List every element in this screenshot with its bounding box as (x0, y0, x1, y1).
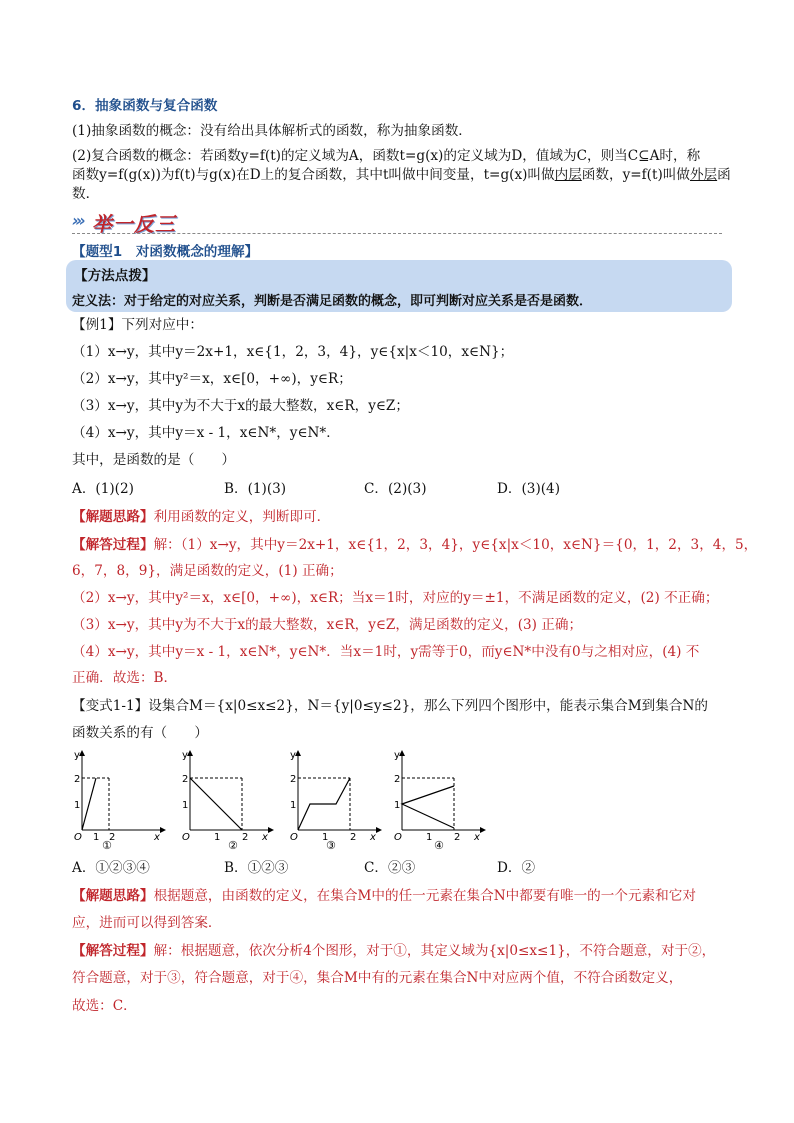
x-axis-label: x (370, 832, 376, 843)
y-axis-label: y (290, 750, 296, 761)
graph-3 (288, 748, 388, 853)
method-tip-title: 【方法点拨】 (74, 268, 156, 284)
variant-intro-line-2: 函数关系的有（ ） (72, 725, 208, 741)
process-text: 解：（1）x→y，其中y＝2x+1，x∈{1，2，3，4}，y∈{x|x＜10，x∈N}＝{0，1，2，3，4，5， (153, 537, 758, 553)
tick-x-2: 2 (242, 832, 249, 843)
tick-x-1: 1 (214, 832, 221, 843)
origin-label: O (74, 832, 82, 843)
x-axis-label: x (474, 832, 480, 843)
variant-process-line-2: 符合题意，对于③，符合题意，对于④，集合M中有的元素在集合N中对应两个值，不符合函数定义， (72, 970, 683, 986)
variant-intro-line-1: 【变式1-1】设集合M＝{x|0≤x≤2}，N＝{y|0≤y≤2}，那么下列四个图形中，能表示集合M到集合N的 (72, 698, 708, 714)
example-item-4: （4）x→y，其中y＝x - 1，x∈N*，y∈N*． (72, 425, 340, 441)
example-item-3: （3）x→y，其中y为不大于x的最大整数，x∈R，y∈Z； (72, 398, 409, 414)
idea-text: 根据题意，由函数的定义，在集合M中的任一元素在集合N中都要有唯一的一个元素和它对 (153, 888, 696, 904)
tick-x-2: 2 (109, 832, 116, 843)
tick-2: 2 (290, 774, 297, 785)
banner-arrows-icon: ››› (72, 211, 83, 230)
tick-1: 1 (74, 800, 81, 811)
graph-caption: ③ (326, 839, 336, 852)
example-item-2: （2）x→y，其中y²＝x，x∈[0，+∞)，y∈R； (72, 371, 352, 387)
option-b: B．(1)(3) (224, 481, 287, 497)
tick-1: 1 (394, 800, 401, 811)
banner-divider (72, 233, 722, 234)
tick-x-1: 1 (322, 832, 329, 843)
type-title: 【题型1 对函数概念的理解】 (72, 244, 259, 260)
origin-label: O (182, 832, 190, 843)
solution-idea (72, 508, 330, 526)
graph-caption: ① (102, 839, 112, 852)
option-d: D．(3)(4) (497, 481, 561, 497)
section-paragraph-2-line-1: (2)复合函数的概念：若函数y=f(t)的定义域为A，函数t=g(x)的定义域为D，值域为C，则当C⊆A时，称 (72, 148, 701, 164)
idea-tag: 【解题思路】 (72, 888, 154, 904)
variant-process-line-1 (72, 942, 715, 960)
x-axis-label: x (262, 832, 268, 843)
method-tip-box (66, 260, 732, 312)
graph-4 (392, 748, 492, 853)
graph-caption: ② (228, 839, 238, 852)
outer-layer-term: 外层 (689, 167, 718, 183)
graph-2 (180, 748, 280, 853)
graph-caption: ④ (434, 839, 444, 852)
y-axis-label: y (394, 750, 400, 761)
example-intro: 【例1】下列对应中： (72, 317, 203, 333)
section-paragraph-2-line-3: 数． (72, 186, 100, 202)
option-b: B．①②③ (224, 860, 289, 876)
example-question: 其中，是函数的是（ ） (72, 452, 236, 468)
inner-layer-term: 内层 (554, 167, 582, 183)
tick-1: 1 (290, 800, 297, 811)
tick-2: 2 (182, 774, 189, 785)
tick-x-2: 2 (350, 832, 357, 843)
text-run: 函数，y=f(t)叫做 (581, 167, 690, 183)
option-c: C．(2)(3) (364, 481, 427, 497)
solution-process-line-6: 正确．故选：B． (72, 670, 178, 686)
solution-process-line-4: （3）x→y，其中y为不大于x的最大整数，x∈R，y∈Z，满足函数的定义，(3) 正确； (72, 617, 583, 633)
text-run: 函数y=f(g(x))为f(t)与g(x)在D上的复合函数，其中t叫做中间变量，t=g(x)叫做 (72, 167, 555, 183)
section-paragraph-2-line-2 (72, 166, 731, 184)
solution-process-line-5: （4）x→y，其中y＝x - 1，x∈N*，y∈N*．当x＝1时，y需等于0，而y∈N*中没有0与之相对应，(4) 不 (72, 644, 700, 660)
origin-label: O (394, 832, 402, 843)
idea-text: 利用函数的定义，判断即可． (153, 509, 331, 525)
option-d: D．② (497, 860, 536, 876)
section-title: 6．抽象函数与复合函数 (72, 98, 218, 114)
process-tag: 【解答过程】 (72, 537, 154, 553)
origin-label: O (290, 832, 298, 843)
tick-x-1: 1 (426, 832, 433, 843)
tick-x-2: 2 (454, 832, 461, 843)
variant-options (72, 859, 712, 877)
graph-1 (72, 748, 172, 853)
variant-idea-line-2: 应，进而可以得到答案． (72, 915, 222, 931)
tick-2: 2 (394, 774, 401, 785)
text-run: 函 (717, 167, 731, 183)
function-graphs (72, 748, 492, 853)
variant-idea-line-1 (72, 887, 696, 905)
banner-title: 举一反三 (92, 212, 176, 236)
example-options (72, 480, 712, 498)
method-tip-text: 定义法：对于给定的对应关系，判断是否满足函数的概念，即可判断对应关系是否是函数． (72, 294, 593, 309)
tick-2: 2 (74, 774, 81, 785)
option-a: A．(1)(2) (72, 481, 134, 497)
option-a: A．①②③④ (72, 860, 150, 876)
variant-process-line-3: 故选：C． (72, 998, 137, 1014)
idea-tag: 【解题思路】 (72, 509, 154, 525)
option-c: C．②③ (364, 860, 416, 876)
y-axis-label: y (74, 750, 80, 761)
process-text: 解：根据题意，依次分析4个图形，对于①，其定义域为{x|0≤x≤1}，不符合题意，对于②， (153, 943, 716, 959)
y-axis-label: y (182, 750, 188, 761)
practice-banner (72, 205, 722, 235)
example-item-1: （1）x→y，其中y＝2x+1，x∈{1，2，3，4}，y∈{x|x＜10，x∈N}； (72, 344, 514, 360)
solution-process-line-2: 6，7，8，9}，满足函数的定义，(1) 正确； (72, 563, 343, 579)
x-axis-label: x (154, 832, 160, 843)
process-tag: 【解答过程】 (72, 943, 154, 959)
tick-1: 1 (182, 800, 189, 811)
section-paragraph-1: (1)抽象函数的概念：没有给出具体解析式的函数，称为抽象函数． (72, 123, 472, 139)
solution-process-line-1 (72, 536, 757, 554)
tick-x-1: 1 (93, 832, 100, 843)
solution-process-line-3: （2）x→y，其中y²＝x，x∈[0，+∞)，x∈R；当x＝1时，对应的y＝±1，不满足函数的定义，(2) 不正确； (72, 590, 719, 606)
